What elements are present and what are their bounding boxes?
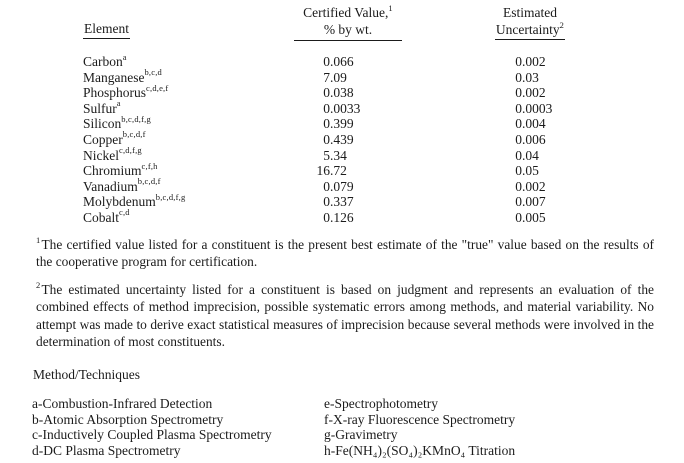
estimated-uncertainty: 0.0003: [515, 100, 553, 116]
estimated-header-line1: Estimated: [503, 5, 557, 20]
table-row: [0, 82, 684, 101]
element-method-superscript: b,c,d: [144, 67, 163, 78]
element-header-label: Element: [83, 21, 130, 39]
certified-value: 5.34: [323, 147, 347, 163]
certified-value: 0.038: [323, 85, 354, 101]
element-name: Nickel$^{c,d,f,g}$: [83, 145, 142, 163]
uncertainty-footnote-marker: 2: [559, 19, 565, 30]
certified-value: 0.439: [323, 131, 354, 147]
percent-by-wt-label: % by wt.: [294, 21, 402, 41]
methods-left: [32, 396, 272, 458]
certified-value: 0.0033: [323, 100, 361, 116]
table-row: [0, 51, 684, 70]
estimated-uncertainty: 0.002: [515, 85, 546, 101]
methods-heading: Method/Techniques: [33, 367, 141, 382]
estimated-uncertainty-column-header: [450, 4, 610, 38]
table-row: [0, 191, 684, 210]
element-name: Carbon$^a$: [83, 51, 127, 69]
estimated-uncertainty: 0.03: [515, 69, 539, 85]
estimated-header-line2: [450, 21, 610, 38]
element-method-superscript: c,d: [119, 207, 130, 218]
element-name: Manganese$^{b,c,d}$: [83, 67, 163, 85]
certified-value: 0.079: [323, 178, 354, 194]
table-row: [0, 207, 684, 226]
method-item: f-X-ray Fluorescence Spectrometry: [324, 411, 516, 427]
estimated-uncertainty: 0.002: [515, 178, 546, 194]
certified-value-header-text: Certified Value,: [303, 5, 389, 20]
certified-value: 7.09: [323, 69, 347, 85]
footnote-1: [36, 236, 654, 271]
certified-value-header-line1: [268, 4, 428, 21]
footnote-2: [36, 281, 654, 350]
element-name: Sulfur$^a$: [83, 98, 121, 116]
table-row: [0, 67, 684, 86]
certified-value-footnote-marker: 1: [388, 2, 393, 13]
certified-value: 0.399: [323, 116, 354, 132]
element-name: Copper$^{b,c,d,f}$: [83, 129, 146, 147]
method-item: b-Atomic Absorption Spectrometry: [32, 411, 224, 427]
certified-value-header-line2: [268, 21, 428, 41]
method-item: c-Inductively Coupled Plasma Spectrometry: [32, 427, 272, 442]
certified-value: 16.72: [316, 163, 347, 179]
certified-value: 0.337: [323, 194, 354, 210]
table-row: [0, 176, 684, 195]
footnote-2-marker: 2: [36, 279, 41, 290]
estimated-uncertainty: 0.05: [515, 163, 539, 179]
table-row: [0, 160, 684, 179]
element-method-superscript: c,f,h: [141, 160, 158, 171]
estimated-uncertainty: 0.005: [515, 209, 546, 225]
table-row: [0, 145, 684, 164]
element-method-superscript: b,c,d,f,g: [155, 191, 186, 202]
certified-value: 0.066: [323, 54, 354, 69]
methods-right: [324, 396, 515, 458]
element-method-superscript: a: [116, 98, 121, 109]
estimated-uncertainty: 0.006: [515, 131, 546, 147]
estimated-uncertainty: 0.004: [515, 116, 546, 132]
footnote-1-text: The certified value listed for a constituent is the present best estimate of the "true" value based on the results of the cooperative program for certification.: [36, 237, 654, 270]
element-method-superscript: b,c,d,f: [137, 176, 161, 187]
footnote-2-text: The estimated uncertainty listed for a constituent is based on judgment and represents an evaluation of the combined effects of method imprecision, possible systematic errors among methods, and material variability. No attempt was made to derive exact statistical measures of imprecision because several methods were involved in the determination of most constituents.: [36, 282, 654, 349]
table-rows: [0, 51, 684, 226]
element-name: Silicon$^{b,c,d,f,g}$: [83, 113, 151, 132]
element-name: Molybdenum$^{b,c,d,f,g}$: [83, 191, 186, 210]
element-name: Phosphorus$^{c,d,e,f}$: [83, 82, 169, 101]
element-column-header: [83, 21, 130, 37]
method-item: a-Combustion-Infrared Detection: [32, 396, 213, 411]
element-method-superscript: b,c,d,f,g: [121, 113, 151, 124]
footnote-1-marker: 1: [36, 234, 41, 245]
certified-value-column-header: [268, 4, 428, 41]
method-item: g-Gravimetry: [324, 427, 398, 442]
estimated-uncertainty: 0.002: [515, 54, 546, 69]
element-name: Chromium$^{c,f,h}$: [83, 160, 158, 179]
uncertainty-label: Uncertainty: [495, 22, 560, 37]
element-name: Cobalt$^{c,d}$: [83, 207, 130, 225]
method-item: h-Fe(NH₄)₂(SO₄)₂KMnO₄ Titration: [324, 442, 516, 458]
method-item: d-DC Plasma Spectrometry: [32, 442, 181, 458]
element-method-superscript: b,c,d,f: [122, 129, 146, 140]
method-item: e-Spectrophotometry: [324, 396, 438, 411]
estimated-uncertainty: 0.04: [515, 147, 539, 163]
table-row: [0, 98, 684, 117]
element-method-superscript: c,d,e,f: [146, 82, 169, 93]
element-name: Vanadium$^{b,c,d,f}$: [83, 176, 161, 194]
table-row: [0, 113, 684, 132]
element-method-superscript: a: [122, 51, 127, 62]
table-row: [0, 129, 684, 148]
certified-value: 0.126: [323, 209, 354, 225]
estimated-uncertainty: 0.007: [515, 194, 546, 210]
element-method-superscript: c,d,f,g: [119, 145, 142, 156]
